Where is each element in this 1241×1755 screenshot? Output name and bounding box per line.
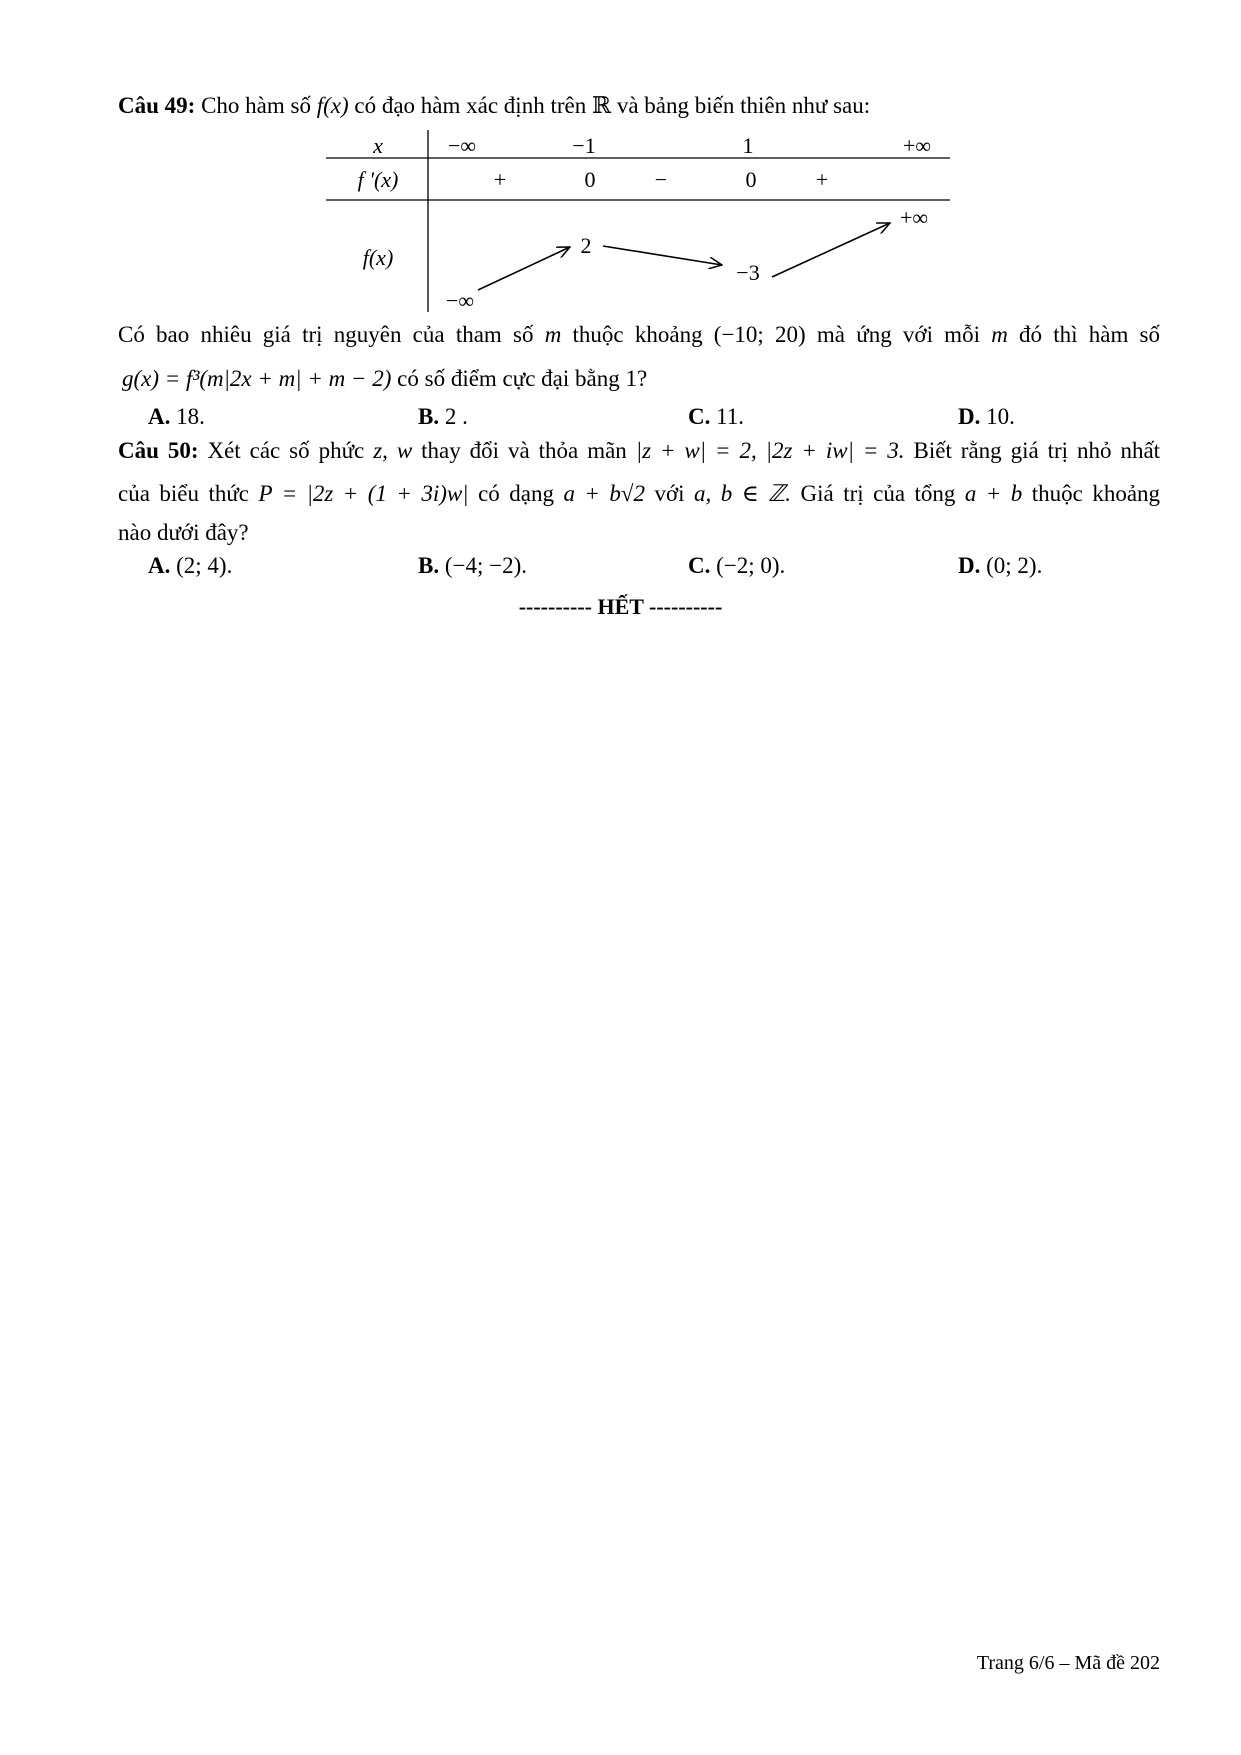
f-neg-inf: −∞ — [445, 288, 475, 313]
q49-answer-c[interactable]: C. 11. — [688, 404, 745, 429]
x-pos-1: 1 — [742, 133, 754, 158]
end-mark: ---------- HẾT ---------- — [518, 594, 723, 619]
condition: |z + w| = 2, |2z + iw| = 3. — [635, 438, 905, 463]
q50-line2: của biểu thức P = |2z + (1 + 3i)w| có dạng a + b√2 với a, b ∈ ℤ. Giá trị của tổng a + b thuộc khoảng — [118, 481, 1161, 506]
q49-stem-line2: g(x) = f³(m|2x + m| + m − 2) có số điểm cực đại bằng 1? — [122, 366, 648, 391]
fx-symbol: f(x) — [316, 93, 349, 118]
f-pos-inf: +∞ — [899, 205, 929, 230]
variation-table — [0, 0, 1241, 330]
q50-answer-d[interactable]: D. (0; 2). — [958, 553, 1043, 578]
x-pos-inf: +∞ — [902, 133, 932, 158]
g-expression: g(x) = f³(m|2x + m| + m − 2) — [122, 366, 392, 391]
q50-answers — [148, 553, 1068, 585]
sign-plus-2: + — [815, 167, 829, 192]
q50-answer-a[interactable]: A. (2; 4). — [148, 553, 233, 578]
q49-stem-line1: Có bao nhiêu giá trị nguyên của tham số m thuộc khoảng (−10; 20) mà ứng với mỗi m đó thì hàm số — [118, 322, 1161, 347]
arrow-increase-2 — [772, 223, 890, 277]
x-neg-inf: −∞ — [447, 133, 477, 158]
q50-line3: nào dưới đây? — [118, 520, 249, 545]
q50-label: Câu 50: — [118, 438, 199, 463]
f-label: f(x) — [362, 245, 394, 270]
sign-zero-2: 0 — [745, 167, 757, 192]
arrow-increase-1 — [478, 247, 570, 290]
x-label: x — [373, 133, 383, 158]
q49-answers — [148, 404, 1068, 436]
fprime-label: f '(x) — [357, 167, 399, 192]
q49-label: Câu 49: — [118, 93, 196, 118]
p-expression: P = |2z + (1 + 3i)w| — [258, 481, 469, 506]
f-min-value: −3 — [736, 260, 760, 285]
q49-answer-a[interactable]: A. 18. — [148, 404, 205, 429]
f-max-value: 2 — [580, 233, 592, 258]
q49-answer-d[interactable]: D. 10. — [958, 404, 1015, 429]
interval: (−10; 20) — [713, 322, 806, 347]
sign-plus-1: + — [493, 167, 507, 192]
arrow-decrease — [603, 246, 722, 265]
sign-minus: − — [654, 167, 668, 192]
page-footer: Trang 6/6 – Mã đề 202 — [976, 1652, 1160, 1674]
q49-intro: Câu 49: Cho hàm số f(x) có đạo hàm xác định trên ℝ và bảng biến thiên như sau: — [118, 93, 871, 118]
x-neg-1: −1 — [572, 133, 596, 158]
q49-answer-b[interactable]: B. 2 . — [418, 404, 468, 429]
q50-answer-c[interactable]: C. (−2; 0). — [688, 553, 786, 578]
real-set-symbol: ℝ — [591, 93, 612, 118]
sign-zero-1: 0 — [584, 167, 596, 192]
q50-line1: Câu 50: Xét các số phức z, w thay đổi và thỏa mãn |z + w| = 2, |2z + iw| = 3. Biết rằng giá trị nhỏ nhất — [118, 438, 1161, 463]
q50-answer-b[interactable]: B. (−4; −2). — [418, 553, 527, 578]
